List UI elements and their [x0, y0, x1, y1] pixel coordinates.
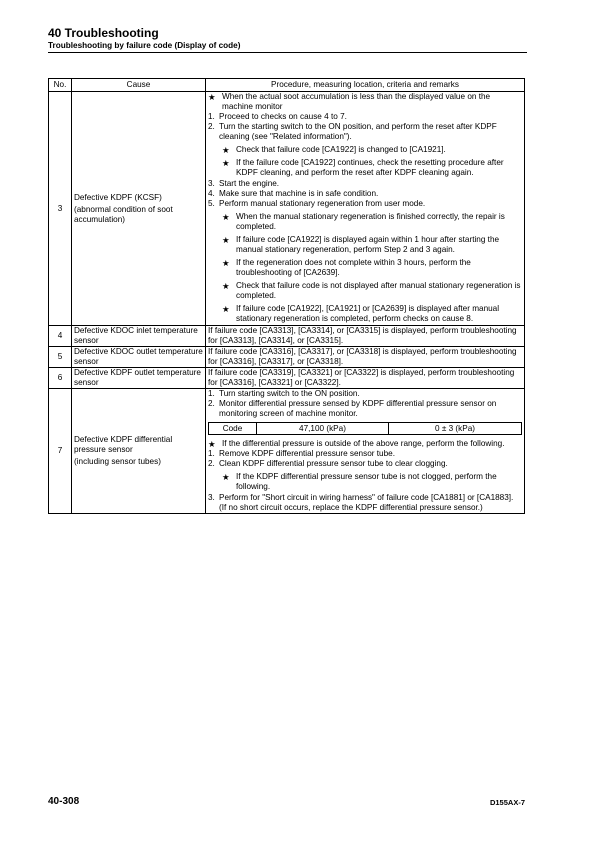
row-cause: Defective KDOC inlet temperature sensor: [72, 326, 206, 347]
step-item: 3. Perform for "Short circuit in wiring harness" of failure code [CA1881] or [CA1883]. (If no short circuit occurs, replace the KDPF differential pressure sensor.): [208, 493, 514, 512]
table-row: [49, 347, 525, 368]
table-row: [49, 326, 525, 347]
row-number: 6: [49, 368, 72, 389]
cause-text: Defective KDPF (KCSF): [74, 192, 162, 202]
star-note: ★ Check that failure code is not displayed after manual stationary regeneration is completed.: [222, 281, 522, 301]
star-note: ★ If the KDPF differential pressure sensor tube is not clogged, perform the following.: [222, 472, 522, 492]
cause-note: (abnormal condition of soot accumulation): [74, 204, 173, 224]
cause-text: Defective KDPF differential pressure sensor: [74, 435, 173, 454]
row-procedure: If failure code [CA3313], [CA3314], or [CA3315] is displayed, perform troubleshooting for [CA3313], [CA3314], or [CA3315].: [206, 326, 525, 347]
table-row: [49, 92, 525, 326]
step-item: 3. Start the engine.: [208, 179, 280, 188]
row-procedure: [206, 92, 525, 326]
step-item: 5. Perform manual stationary regeneration from user mode.: [208, 199, 426, 208]
step-item: 1. Turn starting switch to the ON position.: [208, 389, 360, 398]
criteria-code-value: 47,100 (kPa): [257, 423, 389, 435]
table-row: [49, 389, 525, 514]
star-note: ★ If failure code [CA1922] is displayed again within 1 hour after starting the manual stationary regeneration, perform Step 2 and 3 again.: [222, 235, 522, 255]
star-note: ★ When the actual soot accumulation is less than the displayed value on the machine monitor: [208, 92, 522, 112]
row-procedure: If failure code [CA3319], [CA3321] or [CA3322] is displayed, perform troubleshooting for [CA3316], [CA3321] or [CA3322].: [206, 368, 525, 389]
row-number: 5: [49, 347, 72, 368]
row-procedure: [206, 389, 525, 514]
cause-note: (including sensor tubes): [74, 457, 161, 466]
step-item: 2. Turn the starting switch to the ON position, and perform the reset after KDPF cleaning (see "Related information").: [208, 122, 497, 141]
star-note: ★ If the differential pressure is outside of the above range, perform the following.: [208, 439, 522, 449]
row-procedure: If failure code [CA3316], [CA3317], or [CA3318] is displayed, perform troubleshooting for [CA3316], [CA3317], or [CA3318].: [206, 347, 525, 368]
step-item: 1. Proceed to checks on cause 4 to 7.: [208, 112, 347, 121]
row-number: 7: [49, 389, 72, 514]
criteria-code-label: Code: [209, 423, 257, 435]
star-note: ★ When the manual stationary regeneration is finished correctly, the repair is completed.: [222, 212, 522, 232]
table-header-row: [49, 79, 525, 92]
step-item: 2. Clean KDPF differential pressure sensor tube to clear clogging.: [208, 459, 448, 468]
page-subtitle: Troubleshooting by failure code (Display of code): [48, 41, 241, 50]
model-code: D155AX-7: [489, 798, 525, 807]
star-note: ★ If failure code [CA1922], [CA1921] or [CA2639] is displayed after manual stationary regeneration is completed, perform checks on cause 8.: [222, 304, 522, 324]
header-no: No.: [49, 79, 72, 92]
step-item: 4. Make sure that machine is in safe condition.: [208, 189, 379, 198]
row-cause: [72, 389, 206, 514]
table-row: [49, 368, 525, 389]
row-cause: Defective KDOC outlet temperature sensor: [72, 347, 206, 368]
criteria-range: 0 ± 3 (kPa): [389, 423, 522, 435]
troubleshooting-table: [48, 78, 525, 514]
star-note: ★ If the regeneration does not complete within 3 hours, perform the troubleshooting of [CA2639].: [222, 258, 522, 278]
row-number: 3: [49, 92, 72, 326]
page-title: 40 Troubleshooting: [48, 26, 159, 40]
step-item: 1. Remove KDPF differential pressure sensor tube.: [208, 449, 395, 458]
step-item: 2. Monitor differential pressure sensed by KDPF differential pressure sensor on monitoring screen of machine monitor.: [208, 399, 497, 418]
star-note: ★ Check that failure code [CA1922] is changed to [CA1921].: [222, 145, 522, 155]
row-number: 4: [49, 326, 72, 347]
header-cause: Cause: [72, 79, 206, 92]
row-cause: Defective KDPF outlet temperature sensor: [72, 368, 206, 389]
criteria-table: [208, 422, 522, 435]
header-rule: [48, 52, 527, 53]
star-note: ★ If the failure code [CA1922] continues, check the resetting procedure after KDPF cleaning, and perform the reset after KDPF cleaning again.: [222, 158, 522, 178]
header-procedure: Procedure, measuring location, criteria and remarks: [206, 79, 525, 92]
row-cause: [72, 92, 206, 326]
page-number: 40-308: [48, 796, 80, 807]
